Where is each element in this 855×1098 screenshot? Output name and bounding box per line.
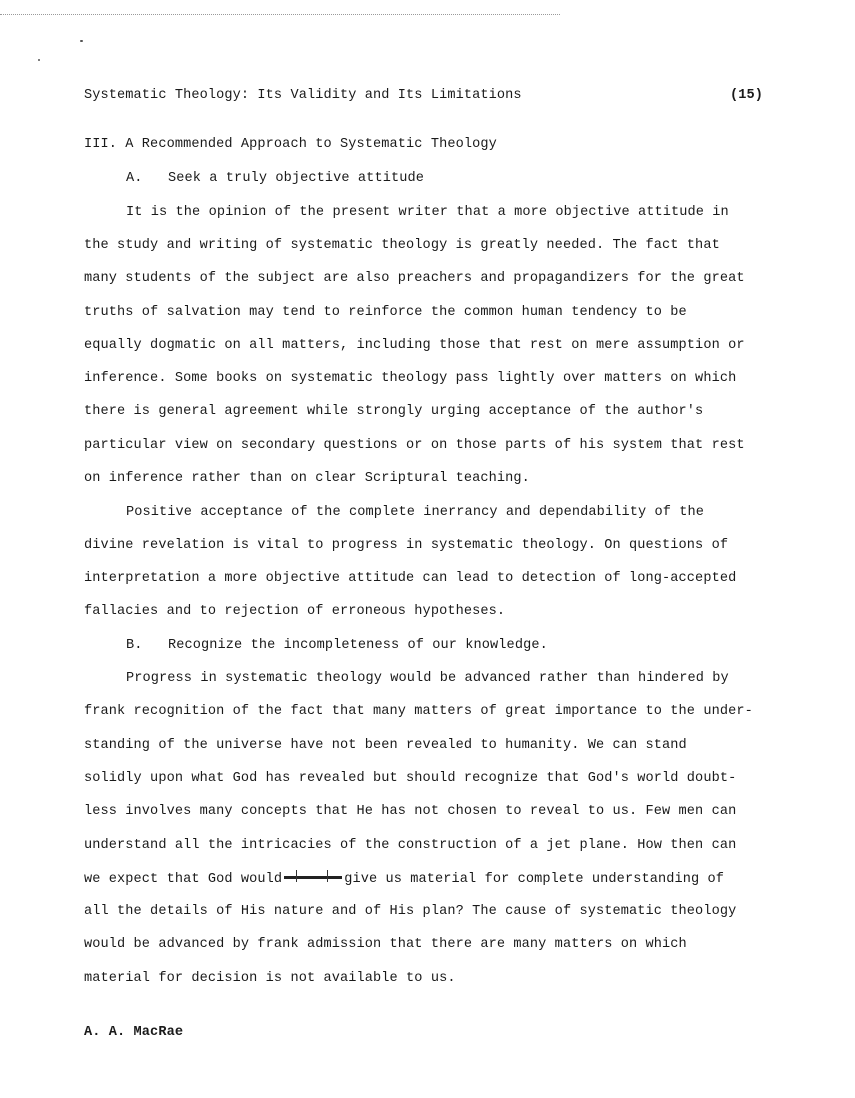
- scan-speck: [38, 59, 40, 61]
- paragraph-2-line: fallacies and to rejection of erroneous hypotheses.: [84, 604, 506, 619]
- paragraph-1-line: equally dogmatic on all matters, including those that rest on mere assumption or: [84, 338, 745, 353]
- line-text-after-strikeout: give us material for complete understanding of: [344, 872, 725, 887]
- subsection-a-label: A.: [126, 171, 143, 186]
- paragraph-1-line: truths of salvation may tend to reinforce the common human tendency to be: [84, 305, 687, 320]
- paragraph-1-line: the study and writing of systematic theology is greatly needed. The fact that: [84, 238, 720, 253]
- paragraph-2-line: interpretation a more objective attitude can lead to detection of long-accepted: [84, 571, 737, 586]
- running-header-title: Systematic Theology: Its Validity and Its Limitations: [84, 88, 522, 103]
- section-heading: III. A Recommended Approach to Systematic Theology: [84, 137, 497, 152]
- scan-speck: [80, 40, 83, 42]
- paragraph-3-line: understand all the intricacies of the construction of a jet plane. How then can: [84, 838, 737, 853]
- subsection-b-label: B.: [126, 638, 143, 653]
- line-text-before-strikeout: we expect that God would: [84, 872, 283, 887]
- paragraph-3-line: all the details of His nature and of His plan? The cause of systematic theology: [84, 904, 737, 919]
- paragraph-3-line: would be advanced by frank admission that there are many matters on which: [84, 937, 687, 952]
- subsection-a-heading: [126, 170, 424, 188]
- scan-edge-mark: [0, 14, 560, 15]
- paragraph-1-line: particular view on secondary questions or on those parts of his system that rest: [84, 438, 745, 453]
- paragraph-1-line: It is the opinion of the present writer that a more objective attitude in: [126, 205, 729, 220]
- page-number: (15): [729, 88, 763, 103]
- paragraph-2-line: Positive acceptance of the complete inerrancy and dependability of the: [126, 505, 705, 520]
- subsection-a-title: Seek a truly objective attitude: [168, 171, 424, 186]
- subsection-b-title: Recognize the incompleteness of our knowledge.: [168, 638, 548, 653]
- paragraph-1-line: there is general agreement while strongly urging acceptance of the author's: [84, 404, 704, 419]
- paragraph-3-line: solidly upon what God has revealed but should recognize that God's world doubt-: [84, 771, 737, 786]
- paragraph-3-line: material for decision is not available to us.: [84, 971, 456, 986]
- paragraph-3-line: frank recognition of the fact that many matters of great importance to the under-: [84, 704, 753, 719]
- paragraph-3-line: Progress in systematic theology would be advanced rather than hindered by: [126, 671, 729, 686]
- author-signature: A. A. MacRae: [84, 1025, 184, 1040]
- paragraph-1-line: many students of the subject are also preachers and propagandizers for the great: [84, 271, 745, 286]
- struck-out-word: [282, 870, 344, 884]
- paragraph-1-line: inference. Some books on systematic theology pass lightly over matters on which: [84, 371, 737, 386]
- paragraph-3-line-with-strikeout: [84, 870, 724, 889]
- paragraph-1-line: on inference rather than on clear Scriptural teaching.: [84, 471, 530, 486]
- paragraph-2-line: divine revelation is vital to progress in systematic theology. On questions of: [84, 538, 729, 553]
- paragraph-3-line: less involves many concepts that He has not chosen to reveal to us. Few men can: [84, 804, 737, 819]
- paragraph-3-line: standing of the universe have not been revealed to humanity. We can stand: [84, 738, 687, 753]
- subsection-b-heading: [126, 637, 548, 655]
